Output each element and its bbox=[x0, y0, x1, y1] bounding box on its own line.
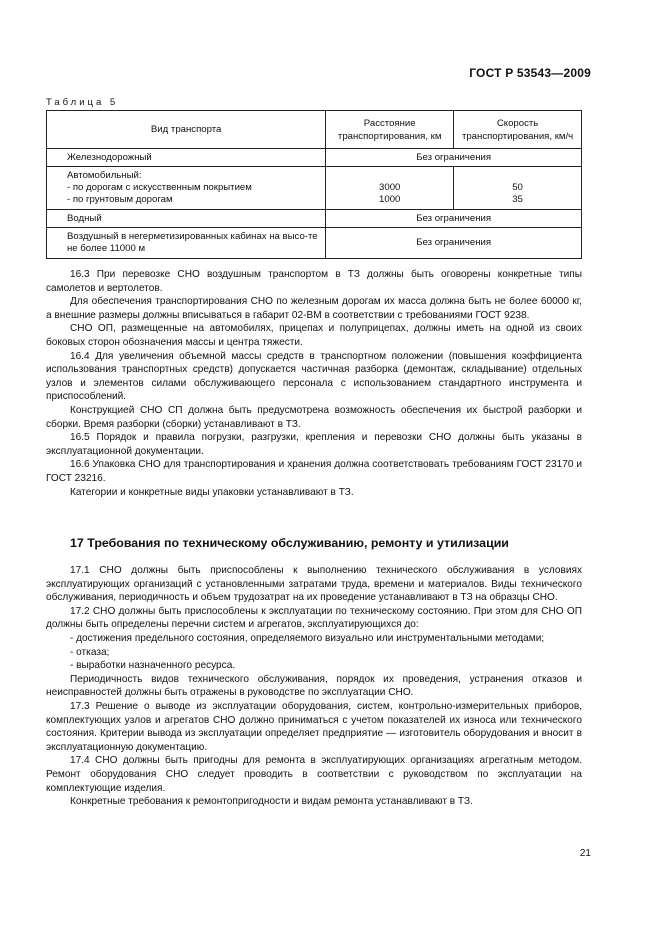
paragraph: 16.6 Упаковка СНО для транспортирования и хранения должна соответствовать требованиям ГОСТ 23170 и ГОСТ 23216. bbox=[46, 459, 582, 484]
paragraph: СНО ОП, размещенные на автомобилях, прицепах и полуприцепах, должны иметь на одной из своих боковых сторон обозначения массы и центра тяжести. bbox=[46, 323, 582, 348]
section-heading: 17 Требования по техническому обслуживанию, ремонту и утилизации bbox=[70, 536, 509, 550]
table-cell bbox=[454, 167, 582, 210]
cell-value: 3000 bbox=[379, 182, 401, 193]
table-row bbox=[47, 210, 582, 228]
cell-line: Автомобильный: bbox=[67, 170, 142, 181]
table-cell: Без ограничения bbox=[326, 210, 582, 228]
paragraph: 17.2 СНО должны быть приспособлены к эксплуатации по техническому состоянию. При этом для СНО ОП должны быть определены перечни систем и агрегатов, эксплуатирующихся до: bbox=[46, 605, 582, 631]
document-header: ГОСТ Р 53543—2009 bbox=[469, 66, 591, 80]
cell-line: - по дорогам с искусственным покрытием bbox=[67, 182, 252, 193]
table-cell: Воздушный в негерметизированных кабинах на высо-те не более 11000 м bbox=[47, 228, 326, 259]
cell-value: 35 bbox=[512, 194, 523, 205]
table-cell: Без ограничения bbox=[326, 149, 582, 167]
cell-line: - по грунтовым дорогам bbox=[67, 194, 173, 205]
table-cell: Железнодорожный bbox=[47, 149, 326, 167]
table-cell bbox=[47, 167, 326, 210]
transport-table bbox=[46, 110, 582, 259]
table-row bbox=[47, 149, 582, 167]
paragraph: Конкретные требования к ремонтопригодности и видам ремонта устанавливают в ТЗ. bbox=[70, 796, 473, 808]
table-header-row bbox=[47, 111, 582, 149]
paragraph: Для обеспечения транспортирования СНО по железным дорогам их масса должна быть не более 60000 кг, а внешние размеры должны вписываться в габарит 02-ВМ в соответствии с требованиями ГОСТ 9238. bbox=[46, 296, 582, 321]
cell-value: 1000 bbox=[379, 194, 401, 205]
page-number: 21 bbox=[579, 848, 591, 859]
list-item: - выработки назначенного ресурса. bbox=[70, 660, 236, 672]
list-item: - отказа; bbox=[70, 646, 110, 658]
table-cell bbox=[326, 167, 454, 210]
paragraph: 16.3 При перевозке СНО воздушным транспортом в ТЗ должны быть оговорены конкретные типы самолетов и вертолетов. bbox=[46, 269, 582, 294]
column-header: Расстояние транспортирования, км bbox=[326, 111, 454, 149]
paragraph: 16.5 Порядок и правила погрузки, разгрузки, крепления и перевозки СНО должны быть указаны в эксплуатационной документации. bbox=[46, 432, 582, 457]
column-header: Вид транспорта bbox=[47, 111, 326, 149]
paragraph: 17.4 СНО должны быть пригодны для ремонта в эксплуатирующих организациях агрегатным методом. Ремонт оборудования СНО следует проводить в соответствии с руководством по эксплуатации на комплектующие изделия. bbox=[46, 755, 582, 794]
paragraph: Категории и конкретные виды упаковки устанавливают в ТЗ. bbox=[70, 486, 354, 498]
section-16-text bbox=[46, 268, 582, 499]
column-header: Скорость транспортирования, км/ч bbox=[454, 111, 582, 149]
cell-value: 50 bbox=[512, 182, 523, 193]
table-row bbox=[47, 167, 582, 210]
list-item: - достижения предельного состояния, определяемого визуально или инструментальными методами; bbox=[70, 632, 545, 644]
paragraph: Конструкцией СНО СП должна быть предусмотрена возможность обеспечения их быстрой разборки и сборки. Время разборки (сборки) устанавливают в ТЗ. bbox=[46, 404, 582, 430]
paragraph: 17.1 СНО должны быть приспособлены к выполнению технического обслуживания в условиях эксплуатирующих организаций с установленными затратами труда, времени и материалов. Виды технического обслуживания, периодичность и объем трудозатрат на их проведение устанавливают в ТЗ на образцы СНО. bbox=[46, 565, 582, 604]
section-17-text bbox=[46, 564, 582, 809]
table-row bbox=[47, 228, 582, 259]
table-cell: Водный bbox=[47, 210, 326, 228]
paragraph: 16.4 Для увеличения объемной массы средств в транспортном положении (повышения коэффициента использования транспортных средств) допускается частичная разборка (демонтаж, складывание) отдельных узлов и элементов силами обслуживающего персонала с использованием стандартного инструмента и приспособлений. bbox=[46, 350, 582, 403]
paragraph: 17.3 Решение о выводе из эксплуатации оборудования, систем, контрольно-измерительных приборов, комплектующих узлов и агрегатов СНО должно приниматься с учетом показателей их износа или технического состояния. Критерии вывода из эксплуатации определяет предприятие — изготовитель оборудования и вносит в эксплуатационную документацию. bbox=[46, 700, 582, 753]
table-cell: Без ограничения bbox=[326, 228, 582, 259]
paragraph: Периодичность видов технического обслуживания, порядок их проведения, устранения отказов и неисправностей должны быть отражены в руководстве по эксплуатации СНО. bbox=[46, 673, 582, 699]
table-caption: Таблица 5 bbox=[46, 97, 119, 108]
